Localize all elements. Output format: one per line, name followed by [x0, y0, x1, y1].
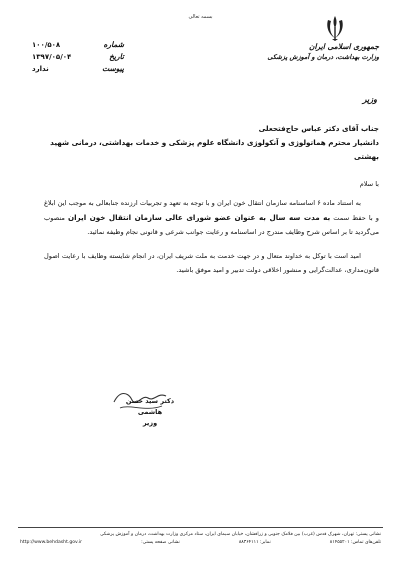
minister-heading: وزیر — [362, 94, 377, 104]
signatory-title: وزیر — [142, 419, 158, 427]
footer-web-label: نشانی صفحه پستی: — [141, 540, 180, 545]
body-paragraph-2: امید است با توکل به خداوند متعال و در جهت خدمت به ملت شریف ایران، در انجام شایسته وظایف با رعایت اصول قانون‌مداری، عدالت‌گرایی و منشور اخلاقی دولت تدبیر و امید موفق باشید. — [44, 251, 379, 274]
ministry-name: وزارت بهداشت، درمان و آموزش پزشکی — [267, 53, 379, 61]
salutation: با سلام — [359, 180, 379, 188]
number-value: ۱۰۰/۵۰۸ — [32, 41, 61, 49]
body-p1-duties: منصوب می‌گردید تا بر اساس شرح وظایف مندرج در اساسنامه و رعایت جوانب شرعی و قانونی نجام وظیفه نمائید. — [44, 213, 379, 236]
ministry-country: جمهوری اسلامی ایران — [308, 42, 379, 51]
attachment-label: پیوست — [102, 64, 124, 73]
letter-footer — [20, 531, 381, 547]
footer-website-link[interactable]: http://www.behdasht.gov.ir — [20, 540, 83, 545]
addressee-position: دانشیار محترم هماتولوژی و آنکولوژی دانشگاه علوم پزشکی و خدمات بهداشتی، درمانی شهید بهشتی — [50, 138, 379, 161]
date-label: تاریخ — [109, 52, 124, 61]
footer-fax: نمابر: ۸۸۳۶۴۱۱۱ — [238, 540, 271, 545]
addressee-block — [49, 122, 379, 164]
body-p1-appointment: به مدت سه سال به عنوان عضو شورای عالی سازمان انتقال خون ایران — [67, 212, 331, 222]
body-p1-intro: به استناد ماده ۶ اساسنامه سازمان انتقال خون ایران و با توجه به تعهد و تجربیات ارزنده جنابعالی به موجب این ابلاغ و با حفظ سمت — [44, 199, 379, 222]
number-row — [32, 40, 124, 52]
date-value: ۱۳۹۷/۰۵/۰۴ — [32, 53, 72, 61]
attachment-value: ندارد — [32, 65, 49, 73]
letter-body — [44, 196, 379, 287]
letter-metadata — [32, 40, 124, 76]
addressee-name: جناب آقای دکتر عباس حاج‌فتحعلی — [258, 124, 379, 133]
attachment-row — [32, 64, 124, 76]
footer-divider — [18, 527, 383, 528]
basmala: بسمه تعالی — [188, 14, 213, 20]
date-row — [32, 52, 124, 64]
signature-block — [120, 396, 180, 429]
body-paragraph-1 — [44, 196, 379, 240]
footer-phone: تلفن‌های تماس: ۸۱۴۵۵۲۰۱ — [329, 540, 381, 545]
iran-emblem-icon — [324, 14, 346, 42]
number-label: شماره — [103, 40, 124, 49]
footer-contacts — [20, 539, 381, 547]
signatory-name: دکتر سید حسن هاشمی — [125, 397, 175, 416]
footer-address: نشانی پستی: تهران، شهرک قدس (غرب) بین فلامک جنوبی و زرافشان، خیابان سیمای ایران، ستاد مرکزی وزارت بهداشت، درمان و آموزش پزشکی — [100, 532, 381, 537]
ministry-header — [239, 42, 379, 62]
